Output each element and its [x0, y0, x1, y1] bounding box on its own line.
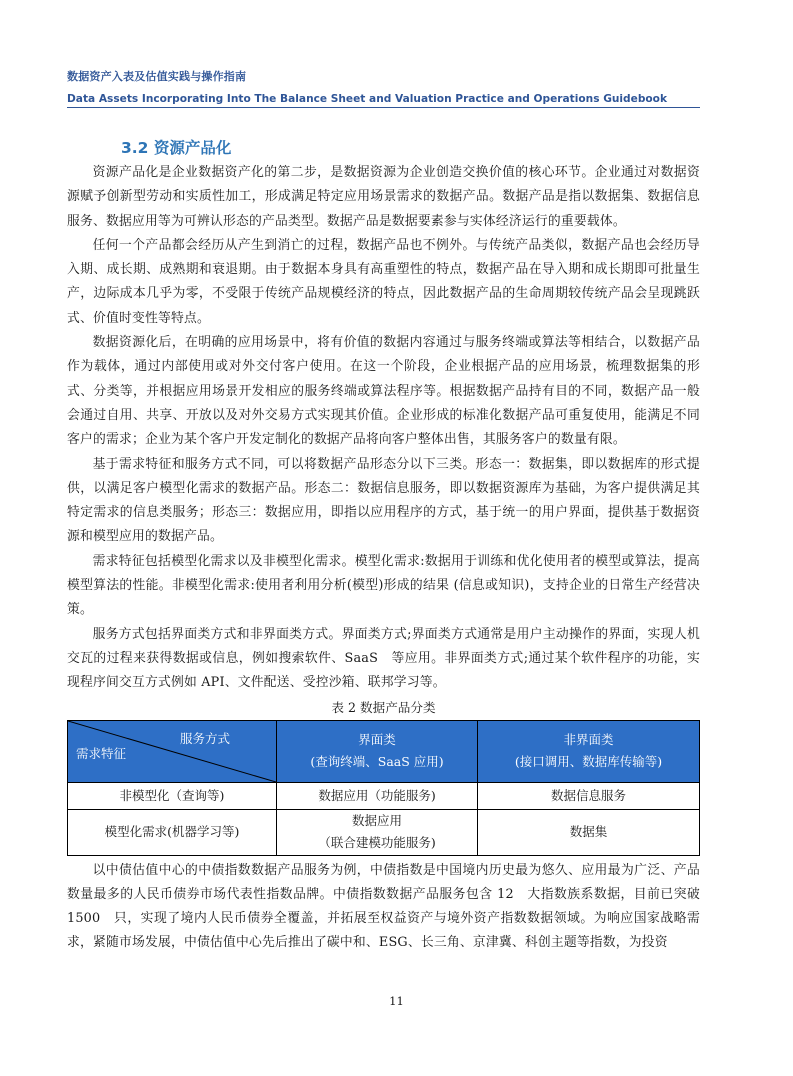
- table-row: [68, 782, 700, 809]
- table-cell: 数据信息服务: [478, 782, 700, 809]
- row-label: 非模型化（查询等): [68, 782, 277, 809]
- header-title-en: Data Assets Incorporating Into The Balance Sheet and Valuation Practice and Operations Guidebook: [67, 93, 668, 105]
- paragraph: 数据资源化后，在明确的应用场景中，将有价值的数据内容通过与服务终端或算法等相结合，以数据产品作为载体，通过内部使用或对外交付客户使用。在这一个阶段，企业根据产品的应用场景，梳理数据集的形式、分类等，并根据应用场景开发相应的服务终端或算法程序等。根据数据产品持有目的不同，数据产品一般会通过自用、共享、开放以及对外交易方式实现其价值。企业形成的标准化数据产品可重复使用，能满足不同客户的需求；企业为某个客户开发定制化的数据产品将向客户整体出售，其服务客户的数量有限。: [67, 335, 700, 448]
- corner-label-demand-feature: 需求特征: [76, 745, 127, 761]
- cell-text: （联合建模功能服务): [318, 835, 436, 851]
- running-header: [67, 68, 700, 105]
- table-corner-cell: [68, 720, 277, 782]
- table-cell: [277, 782, 478, 809]
- column-header-interface: [277, 720, 478, 782]
- page-body: [67, 161, 700, 956]
- table-row: [68, 809, 700, 855]
- table-cell: 数据集: [478, 809, 700, 855]
- paragraph: 资源产品化是企业数据资产化的第二步，是数据资源为企业创造交换价值的核心环节。企业通过对数据资源赋予创新型劳动和实质性加工，形成满足特定应用场景需求的数据产品。数据产品是指以数据集、数据信息服务、数据应用等为可辨认形态的产品类型。数据产品是数据要素参与实体经济运行的重要载体。: [67, 165, 700, 229]
- data-product-classification-table: [67, 720, 700, 856]
- paragraph: 服务方式包括界面类方式和非界面类方式。界面类方式;界面类方式通常是用户主动操作的界面，实现人机交瓦的过程来获得数据或信息，例如搜索软件、SaaS 等应用。非界面类方式;通过某个软件程序的功能，实现程序间交互方式例如 API、文件配送、受控沙箱、联邦学习等。: [67, 626, 700, 691]
- column-header-non-interface-title: 非界面类: [563, 732, 614, 748]
- paragraph: 任何一个产品都会经历从产生到消亡的过程，数据产品也不例外。与传统产品类似，数据产品也会经历导入期、成长期、成熟期和衰退期。由于数据本身具有高重塑性的特点，数据产品在导入期和成长期即可批量生产，边际成本几乎为零，不受限于传统产品规模经济的特点，因此数据产品的生命周期较传统产品会呈现跳跃式、价值时变性等特点。: [67, 237, 700, 326]
- cell-text: 数据应用: [352, 813, 403, 829]
- cell-text: 数据应用（功能服务): [318, 787, 436, 803]
- page-number: 11: [389, 994, 404, 1008]
- header-title-cn: 数据资产入表及估值实践与操作指南: [67, 70, 247, 83]
- column-header-non-interface-note: (接口调用、数据库传输等): [514, 754, 663, 770]
- table-cell: [277, 809, 478, 855]
- paragraph: 以中债估值中心的中债指数数据产品服务为例，中债指数是中国境内历史最为悠久、应用最为广泛、产品数量最多的人民币债券市场代表性指数品牌。中债指数数据产品服务包含 12 大指数族系数据，目前已突破 1500 只，实现了境内人民币债券全覆盖，并拓展至权益资产与境外资产指数数据领域。为响应国家战略需求，紧随市场发展，中债估值中心先后推出了碳中和、ESG、长三角、京津冀、科创主题等指数，为投资: [67, 862, 700, 951]
- row-label: 模型化需求(机器学习等): [68, 809, 277, 855]
- header-divider: [67, 107, 700, 108]
- table-caption: 表 2 数据产品分类: [331, 699, 436, 715]
- column-header-interface-note: (查询终端、SaaS 应用): [310, 754, 444, 770]
- corner-label-service-mode: 服务方式: [179, 730, 230, 746]
- paragraph: 基于需求特征和服务方式不同，可以将数据产品形态分以下三类。形态一：数据集，即以数据库的形式提供，以满足客户模型化需求的数据产品。形态二：数据信息服务，即以数据资源库为基础，为客户提供满足其特定需求的信息类服务；形态三：数据应用，即指以应用程序的方式，基于统一的用户界面，提供基于数据资源和模型应用的数据产品。: [67, 456, 700, 545]
- column-header-non-interface: [478, 720, 700, 782]
- paragraph: 需求特征包括模型化需求以及非模型化需求。模型化需求:数据用于训练和优化使用者的模型或算法，提高模型算法的性能。非模型化需求:使用者利用分析(模型)形成的结果 (信息或知识)，支持企业的日常生产经营决策。: [67, 553, 700, 618]
- column-header-interface-title: 界面类: [358, 732, 396, 748]
- section-title: 3.2 资源产品化: [121, 139, 232, 157]
